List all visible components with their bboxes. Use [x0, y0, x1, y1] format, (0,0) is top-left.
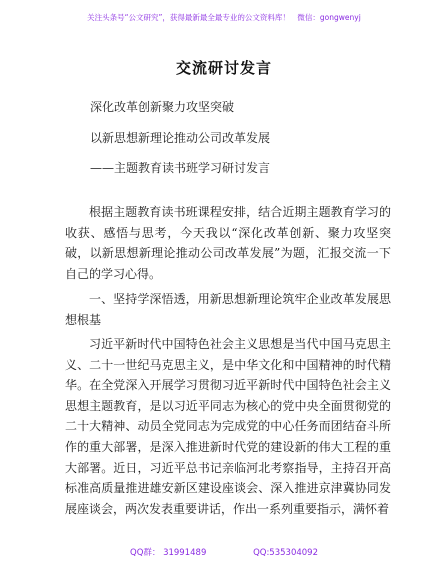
subtitle-3: ——主题教育读书班学习研讨发言: [90, 161, 271, 175]
section-heading: 一、坚持学深悟透，用新思想新理论筑牢企业改革发展思想根基: [65, 292, 391, 327]
qq-group-1: QQ群： 31991489: [130, 548, 207, 558]
section-paragraph: 习近平新时代中国特色社会主义思想是当代中国马克思主义、二十一世纪马克思主义，是中华文化和中国精神的时代精华。在全党深入开展学习贯彻习近平新时代中国特色社会主义思想主题教育，是以习近平同志为核心的党中央全面贯彻党的二十大精神、动员全党同志为完成党的中心任务而团结奋斗所作的重大部署，是深入推进新时代党的建设新的伟大工程的重大部署。近日，习近平总书记亲临河北考察指导，主持召开高标准高质量推进雄安新区建设座谈会、深入推进京津冀协同发展座谈会，两次发表重要讲话，作出一系列重要指示，满怀着: [65, 337, 391, 516]
intro-paragraph: 根据主题教育读书班课程安排，结合近期主题教育学习的收获、感悟与思考，今天我以“深化改革创新、聚力攻坚突破，以新思想新理论推动公司改革发展”为题，汇报交流一下自己的学习心得。: [65, 205, 391, 281]
subtitle-2: 以新思想新理论推动公司改革发展: [90, 131, 271, 145]
subtitle-1: 深化改革创新聚力攻坚突破: [90, 100, 235, 114]
qq-group-2: QQ:535304092: [253, 548, 318, 558]
contact-footer: [0, 546, 448, 558]
promo-banner: 关注头条号“公文研究”，获得最新最全最专业的公文资料库！ 微信：gongwenyj: [87, 13, 361, 22]
document-title: 交流研讨发言: [175, 59, 272, 77]
